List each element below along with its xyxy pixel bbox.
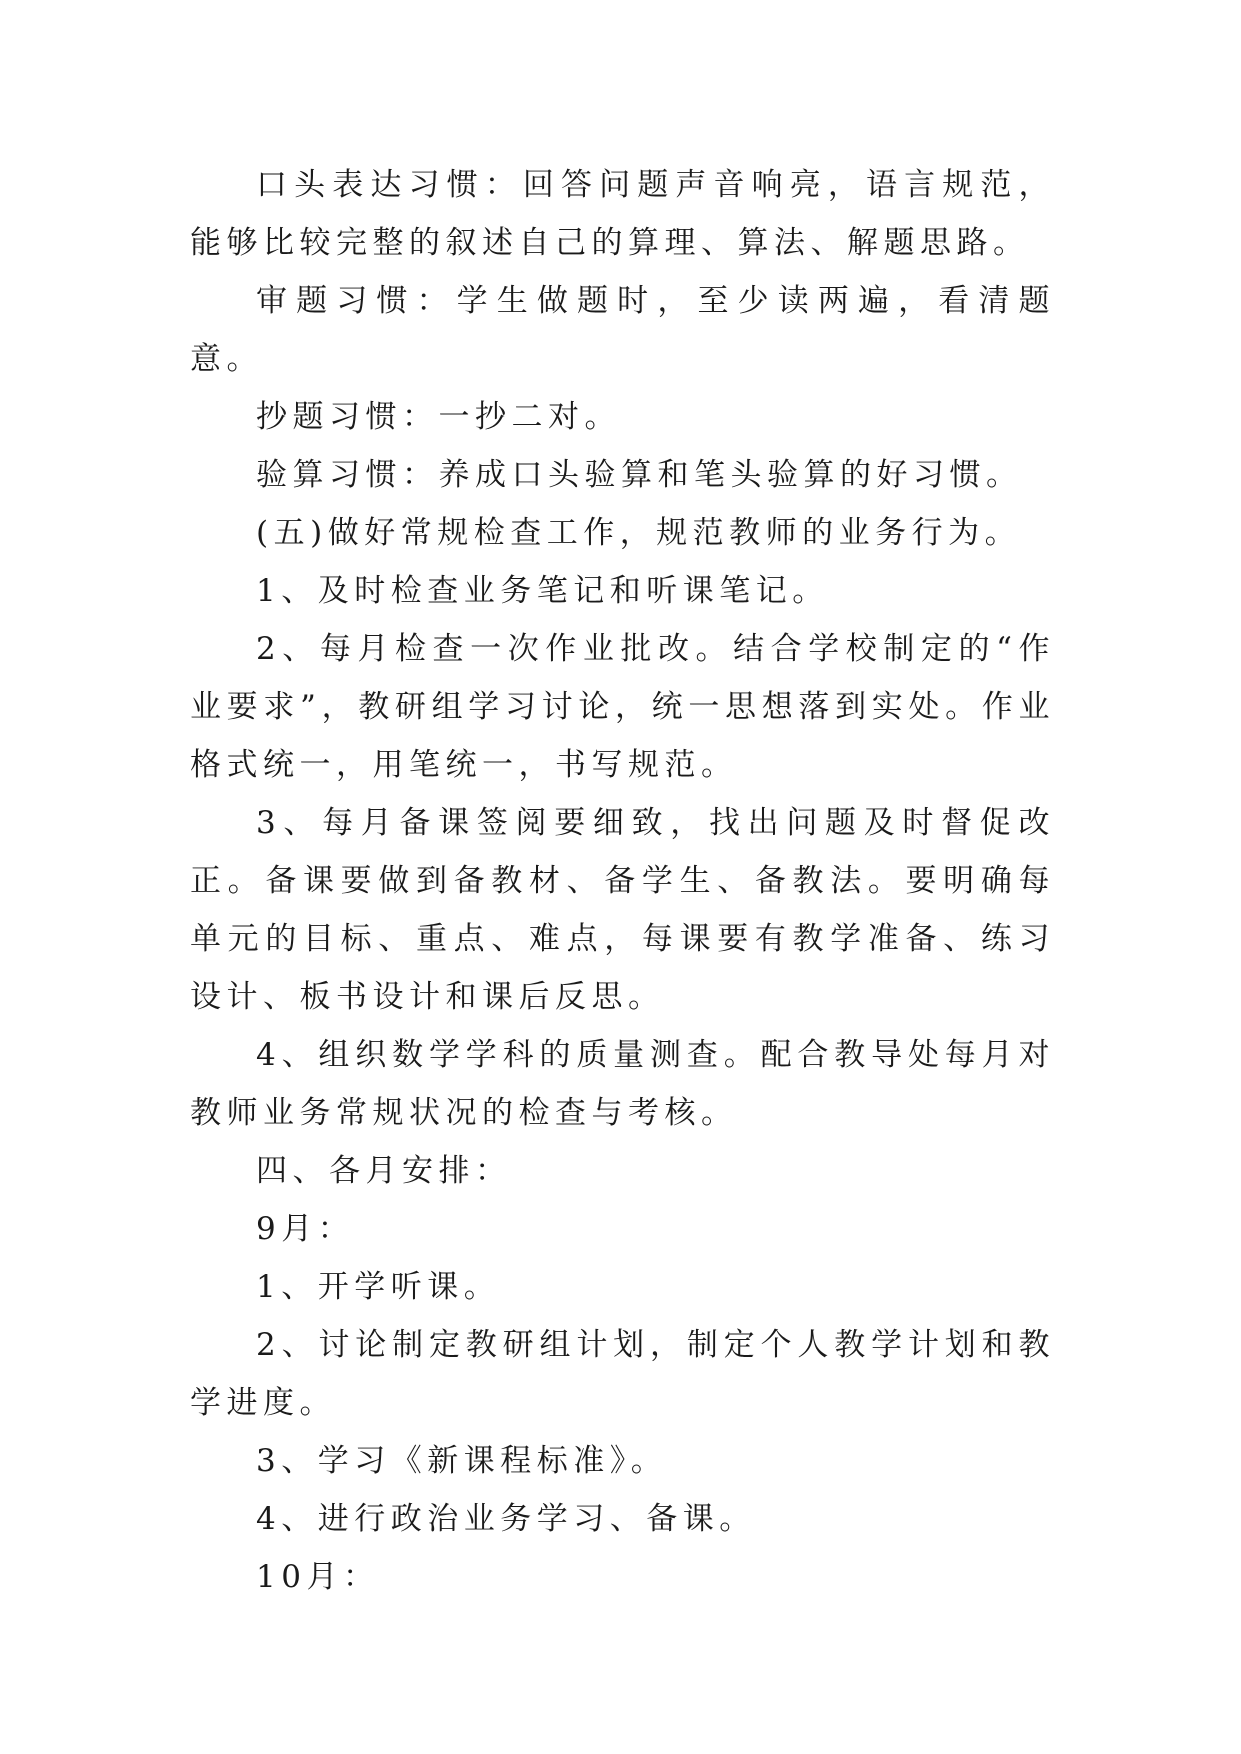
paragraph-copying-habit: 抄题习惯：一抄二对。 — [256, 399, 621, 435]
paragraph-item-3-lesson-prep: 3、每月备课签阅要细致，找出问题及时督促改正。备课要做到备教材、备学生、备教法。要明确每单元的目标、重点、难点，每课要有教学准备、练习设计、板书设计和课后反思。 — [190, 805, 1055, 1015]
paragraph-item-1-notes-check: 1、及时检查业务笔记和听课笔记。 — [256, 573, 829, 609]
document-body — [190, 156, 1055, 1606]
paragraph-section-four-heading: 四、各月安排： — [256, 1153, 512, 1189]
paragraph-september-item-3: 3、学习《新课程标准》。 — [256, 1443, 668, 1479]
paragraph-september-item-4: 4、进行政治业务学习、备课。 — [256, 1501, 756, 1537]
paragraph-item-2-homework-check: 2、每月检查一次作业批改。结合学校制定的“作业要求”，教研组学习讨论，统一思想落到实处。作业格式统一，用笔统一，书写规范。 — [190, 631, 1055, 783]
paragraph-question-reading-habit: 审题习惯：学生做题时，至少读两遍，看清题意。 — [190, 283, 1055, 377]
paragraph-section-five-heading: (五)做好常规检查工作，规范教师的业务行为。 — [256, 515, 1022, 551]
paragraph-september-item-1: 1、开学听课。 — [256, 1269, 501, 1305]
paragraph-checking-habit: 验算习惯：养成口头验算和笔头验算的好习惯。 — [256, 457, 1023, 493]
paragraph-september-item-2: 2、讨论制定教研组计划，制定个人教学计划和教学进度。 — [190, 1327, 1055, 1421]
paragraph-october-heading: 10月： — [256, 1559, 380, 1595]
paragraph-item-4-quality-test: 4、组织数学学科的质量测查。配合教导处每月对教师业务常规状况的检查与考核。 — [190, 1037, 1055, 1131]
paragraph-september-heading: 9月： — [256, 1211, 355, 1247]
paragraph-oral-expression-habit: 口头表达习惯：回答问题声音响亮，语言规范，能够比较完整的叙述自己的算理、算法、解题思路。 — [190, 167, 1055, 261]
